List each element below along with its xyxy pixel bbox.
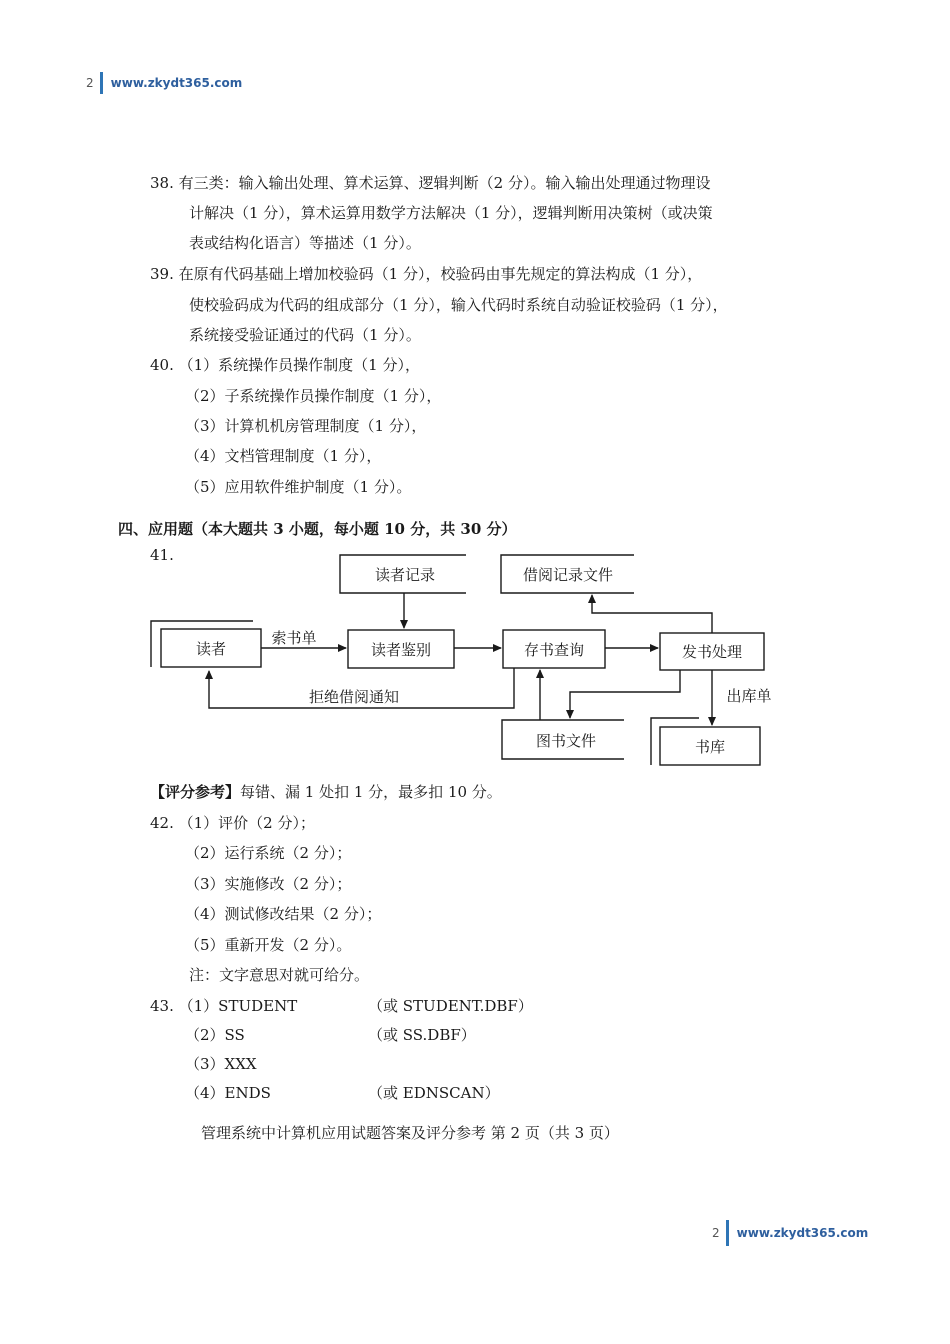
borrow-record-label: 借阅记录文件 (522, 566, 614, 584)
footer-page-number: 2 (712, 1226, 720, 1240)
q40-item-2: （2）子系统操作员操作制度（1 分）， (185, 387, 442, 405)
q42-note: 注：文字意思对就可给分。 (189, 966, 370, 984)
page-footer (712, 1220, 868, 1246)
book-file-label: 图书文件 (535, 732, 597, 750)
library-label: 书库 (694, 738, 726, 756)
header-url-link[interactable]: www.zkydt365.com (110, 76, 243, 90)
section-4-title: 四、应用题（本大题共 3 小题，每小题 10 分，共 30 分） (118, 520, 517, 538)
q43-row-1-b: （或 STUDENT.DBF） (368, 997, 533, 1015)
q38-line-3: 表或结构化语言）等描述（1 分）。 (189, 234, 421, 252)
q39-text-1: 在原有代码基础上增加校验码（1 分），校验码由事先规定的算法构成（1 分）， (178, 265, 703, 283)
footer-divider (726, 1220, 729, 1246)
request-slip-label: 索书单 (271, 629, 317, 647)
q42-number: 42. (150, 814, 174, 832)
q41-number: 41. (150, 546, 174, 564)
scoring-note-text: 每错、漏 1 处扣 1 分，最多扣 10 分。 (240, 783, 502, 801)
scoring-note (150, 782, 502, 802)
scoring-note-heading: 【评分参考】 (150, 783, 241, 801)
q40-item-5: （5）应用软件维护制度（1 分）。 (185, 478, 412, 496)
refusal-label: 拒绝借阅通知 (308, 688, 400, 706)
footer-url-link[interactable]: www.zkydt365.com (736, 1226, 869, 1240)
outbound-slip-label: 出库单 (726, 687, 772, 705)
q43-row-2 (185, 1025, 665, 1045)
q43-row-4-a: （4）ENDS (185, 1084, 271, 1102)
q40-item-3: （3）计算机机房管理制度（1 分）， (185, 417, 427, 435)
flow-issue-to-borrow-record-arrow (592, 595, 712, 633)
q42-item-1: （1）评价（2 分）； (178, 814, 315, 832)
q43-row-2-b: （或 SS.DBF） (368, 1026, 476, 1044)
q42-item-4: （4）测试修改结果（2 分）； (185, 905, 382, 923)
reader-check-label: 读者鉴别 (370, 641, 432, 659)
page-caption: 管理系统中计算机应用试题答案及评分参考 第 2 页（共 3 页） (201, 1124, 619, 1142)
q43-row-3 (185, 1054, 257, 1074)
q39-number: 39. (150, 265, 174, 283)
q42-item-3: （3）实施修改（2 分）； (185, 875, 352, 893)
q43-row-4-b: （或 EDNSCAN） (368, 1084, 500, 1102)
q38-line-2: 计解决（1 分），算术运算用数学方法解决（1 分），逻辑判断用决策树（或决策 (189, 204, 713, 222)
stock-query-label: 存书查询 (523, 641, 585, 659)
q42-item-2: （2）运行系统（2 分）； (185, 844, 352, 862)
q42-line-1 (150, 813, 315, 833)
issue-label: 发书处理 (681, 643, 743, 661)
q39-line-3: 系统接受验证通过的代码（1 分）。 (189, 326, 421, 344)
reader-record-label: 读者记录 (374, 566, 436, 584)
q40-number: 40. (150, 356, 174, 374)
q38-text-1: 有三类：输入输出处理、算术运算、逻辑判断（2 分）。输入输出处理通过物理设 (178, 174, 711, 192)
q40-item-4: （4）文档管理制度（1 分）， (185, 447, 382, 465)
q43-row-3-a: （3）XXX (185, 1055, 257, 1073)
q42-item-5: （5）重新开发（2 分）。 (185, 936, 352, 954)
q43-number: 43. (150, 997, 174, 1015)
q40-item-1: （1）系统操作员操作制度（1 分）， (178, 356, 420, 374)
q39-line-2: 使校验码成为代码的组成部分（1 分），输入代码时系统自动验证校验码（1 分）， (189, 296, 728, 314)
q43-row-2-a: （2）SS (185, 1026, 245, 1044)
reader-label: 读者 (195, 640, 227, 658)
q43-row-1 (150, 996, 670, 1016)
q43-row-1-a: （1）STUDENT (178, 997, 298, 1015)
q43-row-4 (185, 1083, 665, 1103)
header-page-number: 2 (86, 76, 94, 90)
flow-issue-to-book-file-arrow (570, 670, 680, 718)
q38-number: 38. (150, 174, 174, 192)
